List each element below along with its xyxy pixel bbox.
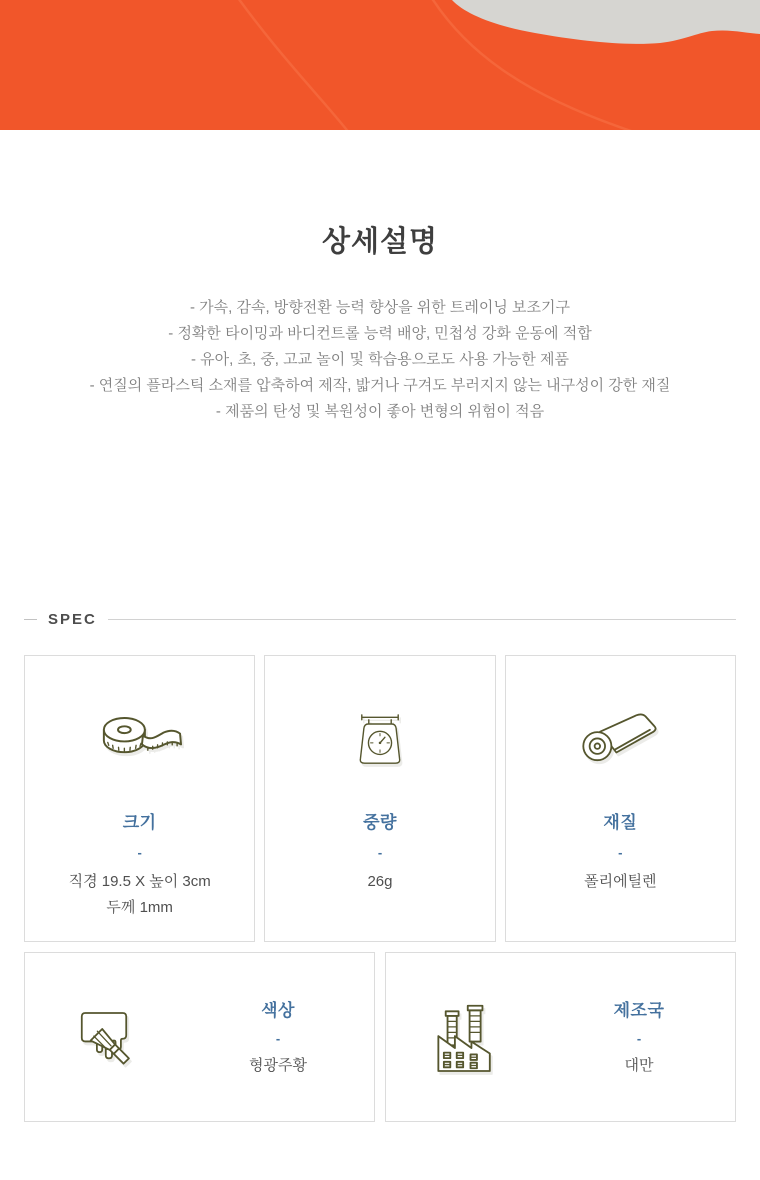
card-label: 중량 (363, 813, 397, 832)
spec-card-size (24, 655, 255, 942)
description-line: - 제품의 탄성 및 복원성이 좋아 변형의 위험이 적음 (215, 403, 545, 420)
description-line: - 유아, 초, 중, 고교 놀이 및 학습용으로도 사용 가능한 제품 (191, 351, 569, 368)
factory-icon (386, 1001, 543, 1073)
spec-card-material (505, 655, 736, 942)
mat-roll-icon (578, 706, 662, 770)
tape-measure-icon (98, 706, 182, 770)
paint-brush-icon (25, 1005, 182, 1069)
spec-card-weight (264, 655, 495, 942)
card-value: 폴리에틸렌 (584, 873, 657, 890)
product-description (0, 295, 760, 425)
scale-icon (352, 706, 408, 770)
card-value: 두께 1mm (106, 899, 173, 916)
spec-section-header (24, 611, 736, 628)
description-line: - 정확한 타이밍과 바디컨트롤 능력 배양, 민첩성 강화 운동에 적합 (168, 325, 592, 342)
page-title: 상세설명 (321, 226, 439, 258)
spec-section-label: SPEC (48, 611, 97, 628)
card-label: 크기 (122, 813, 157, 832)
card-value: 직경 19.5 X 높이 3cm (68, 873, 211, 890)
divider-stub (24, 619, 37, 620)
divider-rule (108, 619, 736, 620)
card-dash: - (618, 845, 623, 860)
card-dash: - (275, 1030, 281, 1046)
card-dash: - (137, 845, 142, 860)
spec-card-grid (24, 655, 736, 1122)
product-hero-image (0, 0, 760, 130)
spec-card-origin (385, 952, 736, 1122)
description-line: - 연질의 플라스틱 소재를 압축하여 제작, 밟거나 구겨도 부러지지 않는 내구성이 강한 재질 (89, 377, 671, 394)
card-value: 형광주황 (249, 1056, 307, 1074)
card-dash: - (377, 845, 383, 860)
spec-card-color (24, 952, 375, 1122)
card-dash: - (636, 1030, 642, 1046)
card-value: 대만 (624, 1056, 654, 1074)
card-label: 제조국 (613, 1000, 665, 1020)
card-label: 재질 (603, 813, 638, 832)
card-value: 26g (367, 873, 393, 890)
description-line: - 가속, 감속, 방향전환 능력 향상을 위한 트레이닝 보조기구 (190, 299, 570, 316)
card-label: 색상 (261, 1000, 295, 1020)
